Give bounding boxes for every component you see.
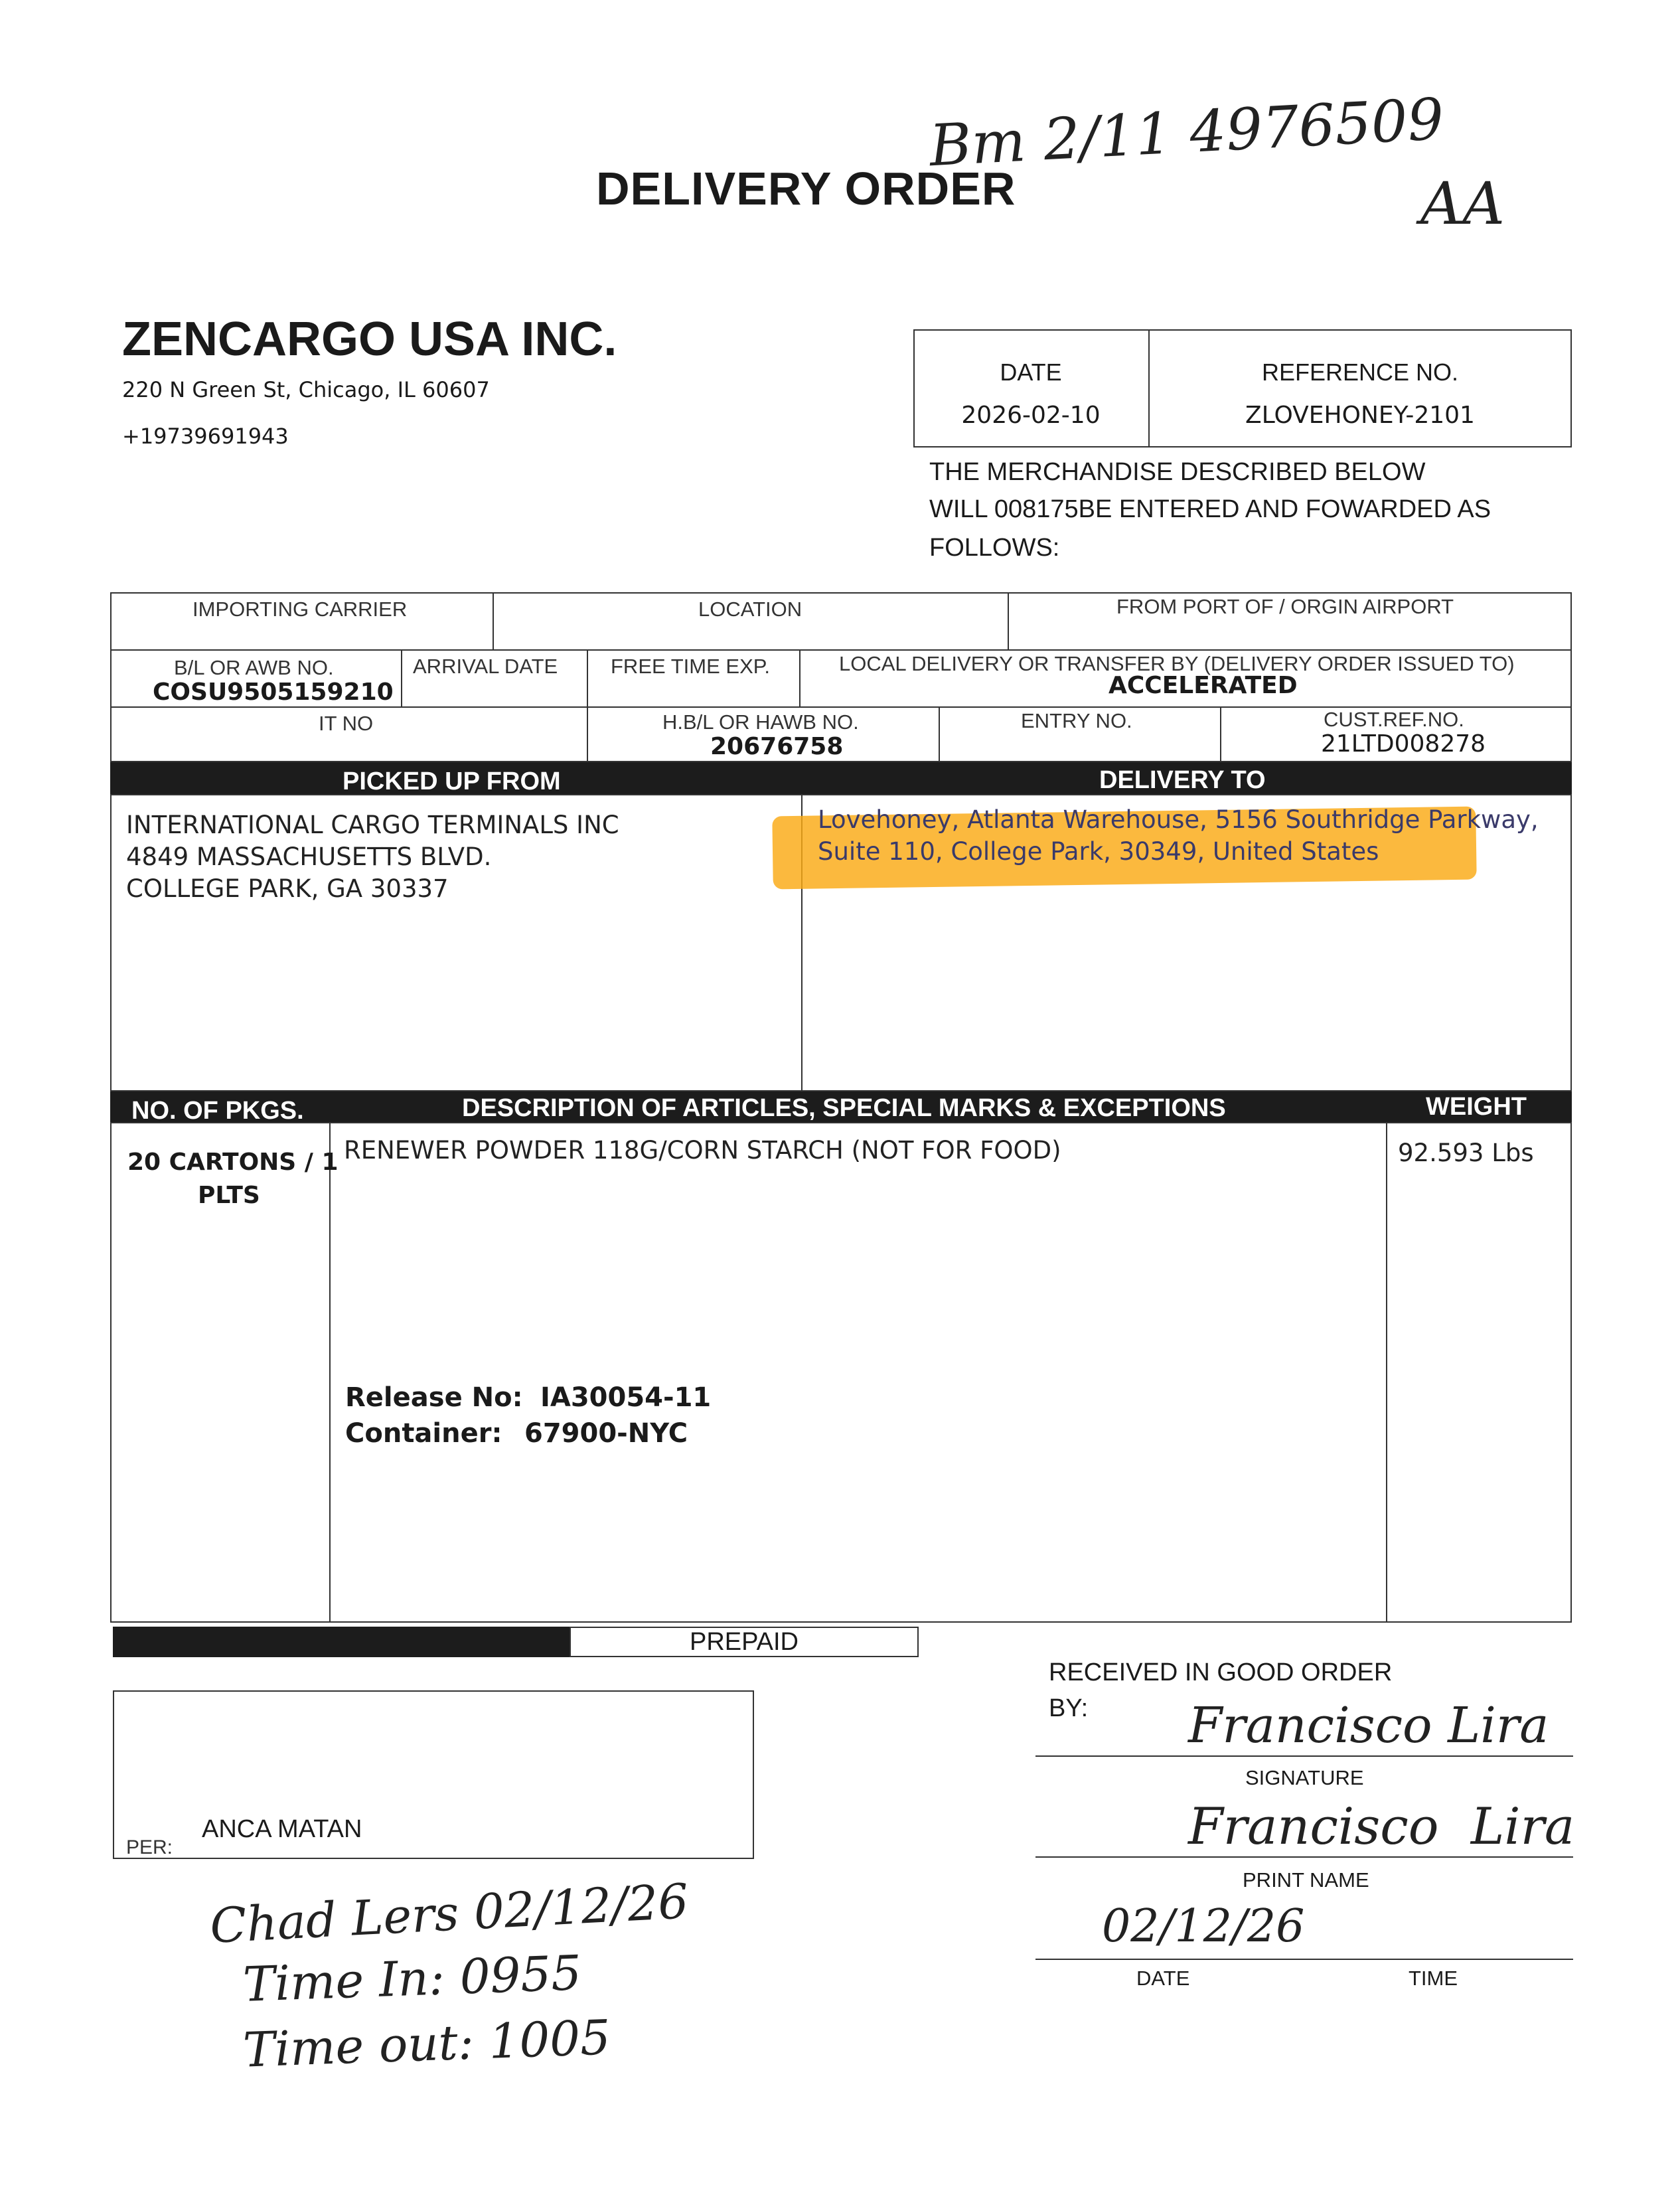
delivery-line-2: Suite 110, College Park, 30349, United States (818, 837, 1379, 866)
grid-divider (587, 706, 588, 762)
it-no-label: IT NO (319, 712, 374, 735)
hbl-hawb-value: 20676758 (710, 733, 844, 760)
article-description: RENEWER POWDER 118G/CORN STARCH (NOT FOR FOOD) (344, 1136, 1061, 1165)
importing-carrier-label: IMPORTING CARRIER (192, 598, 408, 621)
reference-value: ZLOVEHONEY-2101 (1245, 402, 1475, 429)
received-label: RECEIVED IN GOOD ORDER (1049, 1659, 1393, 1686)
company-phone: +19739691943 (122, 424, 289, 449)
hbl-hawb-label: H.B/L OR HAWB NO. (662, 710, 859, 734)
date-footer-label: DATE (1136, 1967, 1190, 1990)
per-label: PER: (126, 1836, 173, 1858)
merchandise-note-line-2: WILL 008175BE ENTERED AND FOWARDED AS (929, 495, 1491, 523)
reference-label: REFERENCE NO. (1261, 359, 1459, 386)
grid-divider (587, 649, 588, 706)
weight-value: 92.593 Lbs (1398, 1139, 1534, 1167)
time-footer-label: TIME (1409, 1967, 1458, 1990)
pkgs-header: NO. OF PKGS. (131, 1097, 304, 1125)
by-label: BY: (1049, 1694, 1089, 1722)
handwritten-note-bottom-2: Time In: 0955 (242, 1945, 583, 2012)
description-header: DESCRIPTION OF ARTICLES, SPECIAL MARKS & EXCEPTIONS (462, 1094, 1226, 1122)
company-name: ZENCARGO USA INC. (122, 313, 617, 366)
articles-divider (329, 1122, 331, 1623)
container-value: 67900-NYC (524, 1418, 688, 1449)
print-name-label: PRINT NAME (1243, 1868, 1369, 1892)
date-time-line (1035, 1959, 1573, 1960)
release-label: Release No: (345, 1382, 523, 1413)
arrival-date-label: ARRIVAL DATE (413, 655, 558, 678)
merchandise-note-line-1: THE MERCHANDISE DESCRIBED BELOW (929, 458, 1426, 486)
signature-handwriting: Francisco Lira (1188, 1697, 1549, 1754)
pkgs-value-line-1: 20 CARTONS / 1 (127, 1149, 339, 1176)
handwritten-note-bottom-3: Time out: 1005 (242, 2009, 612, 2078)
company-address: 220 N Green St, Chicago, IL 60607 (122, 377, 490, 402)
picked-up-line-1: INTERNATIONAL CARGO TERMINALS INC (126, 811, 619, 839)
cust-ref-value: 21LTD008278 (1321, 730, 1486, 758)
grid-divider (401, 649, 402, 706)
grid-divider (493, 592, 494, 649)
date-reference-box (913, 329, 1572, 447)
merchandise-note-line-3: FOLLOWS: (929, 534, 1060, 562)
picked-up-line-3: COLLEGE PARK, GA 30337 (126, 874, 449, 903)
local-delivery-value: ACCELERATED (1108, 672, 1298, 699)
location-label: LOCATION (698, 598, 802, 621)
grid-divider (1008, 592, 1009, 649)
signature-line (1035, 1755, 1573, 1757)
bl-awb-label: B/L OR AWB NO. (174, 656, 334, 679)
date-handwriting: 02/12/26 (1102, 1900, 1305, 1953)
print-name-line (1035, 1856, 1573, 1858)
document-title: DELIVERY ORDER (596, 163, 1016, 214)
from-port-label: FROM PORT OF / ORGIN AIRPORT (1116, 595, 1454, 618)
grid-divider (1220, 706, 1221, 762)
pkgs-value-line-2: PLTS (198, 1182, 260, 1209)
signature-label: SIGNATURE (1245, 1766, 1364, 1789)
cust-ref-label: CUST.REF.NO. (1324, 708, 1464, 731)
bl-awb-value: COSU9505159210 (153, 679, 394, 706)
date-reference-divider (1148, 329, 1150, 447)
container-label: Container: (345, 1418, 502, 1449)
articles-divider (1386, 1122, 1387, 1623)
local-delivery-label: LOCAL DELIVERY OR TRANSFER BY (DELIVERY ORDER ISSUED TO) (839, 652, 1515, 675)
delivery-line-1: Lovehoney, Atlanta Warehouse, 5156 Southridge Parkway, (818, 805, 1539, 834)
prepaid-bar (113, 1627, 571, 1657)
free-time-label: FREE TIME EXP. (611, 655, 771, 678)
grid-divider (939, 706, 940, 762)
weight-header: WEIGHT (1426, 1093, 1527, 1121)
pickup-delivery-header-bar (110, 762, 1572, 795)
date-label: DATE (1000, 359, 1062, 386)
grid-divider (799, 649, 801, 706)
picked-up-line-2: 4849 MASSACHUSETTS BLVD. (126, 843, 492, 871)
release-value: IA30054-11 (540, 1382, 712, 1413)
delivery-to-header: DELIVERY TO (1099, 766, 1266, 794)
print-name-handwriting: Francisco Lira (1188, 1797, 1575, 1856)
entry-no-label: ENTRY NO. (1021, 709, 1132, 732)
prepaid-label: PREPAID (689, 1628, 799, 1656)
per-value: ANCA MATAN (202, 1815, 362, 1843)
handwritten-initials: AA (1420, 169, 1505, 238)
date-value: 2026-02-10 (961, 402, 1101, 429)
grid-divider (110, 649, 1572, 651)
picked-up-from-header: PICKED UP FROM (343, 768, 561, 795)
handwritten-note-top: Bm 2/11 4976509 (927, 86, 1446, 180)
handwritten-note-bottom-1: Chad Lers 02/12/26 (208, 1873, 690, 1954)
